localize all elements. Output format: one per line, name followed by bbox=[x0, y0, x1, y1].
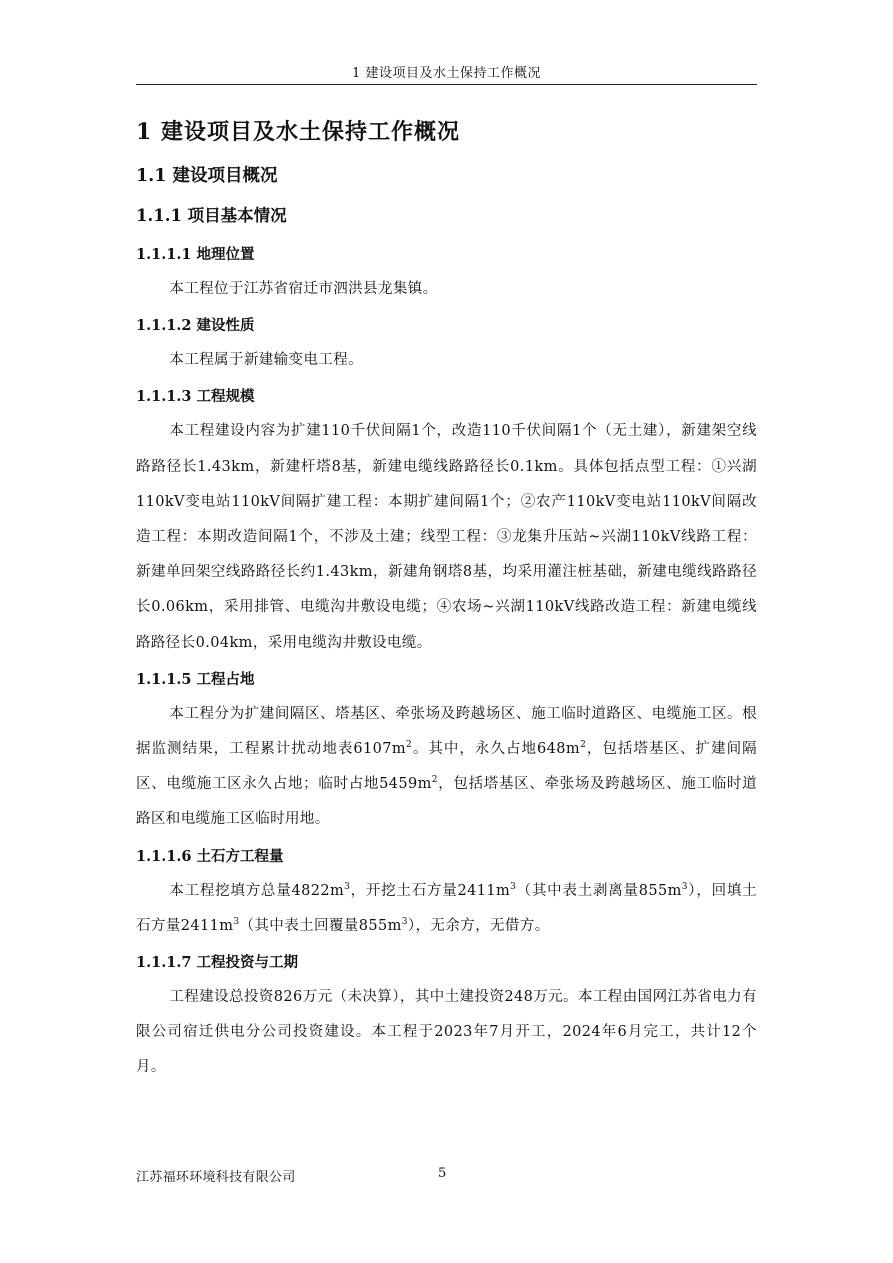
heading-location: 1.1.1.1 地理位置 bbox=[136, 246, 255, 263]
subsection-heading: 1.1.1 项目基本情况 bbox=[136, 206, 287, 225]
chapter-heading: 1 建设项目及水土保持工作概况 bbox=[136, 119, 460, 145]
page-number: 5 bbox=[438, 1166, 447, 1181]
heading-nature: 1.1.1.2 建设性质 bbox=[136, 317, 255, 335]
paragraph-earthwork: 本工程挖填方总量$4822m^3$，开挖土石方量$2411m^3$（其中表土剥离量$855m^3$），回填土石方量$2411m^3$（其中表土回覆量$855m^3$），无余方，无借方。 bbox=[136, 881, 758, 934]
paragraph-nature: 本工程属于新建输变电工程。 bbox=[169, 352, 364, 369]
footer-company: 江苏福环环境科技有限公司 bbox=[136, 1170, 296, 1185]
paragraph-scale: 本工程建设内容为扩建110千伏间隔1个，改造110千伏间隔1个（无土建），新建架空线路路径长1.43km，新建杆塔8基，新建电缆线路路径长0.1km。具体包括点型工程：①兴湖110kV变电站110kV间隔扩建工程：本期扩建间隔1个；②农产110kV变电站110kV间隔改造工程：本期改造间隔1个，不涉及土建；线型工程：③龙集升压站~兴湖110kV线路工程：新建单回架空线路路径长约1.43km，新建角钢塔8基，均采用灌注桩基础，新建电缆线路路径长0.06km，采用排管、电缆沟井敷设电缆；④农场~兴湖110kV线路改造工程：新建电缆线路路径长0.04km，采用电缆沟井敷设电缆。 bbox=[136, 423, 757, 651]
heading-scale: 1.1.1.3 工程规模 bbox=[136, 388, 255, 406]
paragraph-location: 本工程位于江苏省宿迁市泗洪县龙集镇。 bbox=[169, 281, 438, 297]
running-header: 1 建设项目及水土保持工作概况 bbox=[352, 66, 541, 81]
document-body bbox=[136, 112, 757, 1086]
paragraph-investment: 工程建设总投资826万元（未决算），其中土建投资248万元。本工程由国网江苏省电力有限公司宿迁供电分公司投资建设。本工程于2023年7月开工，2024年6月完工，共计12个月。 bbox=[136, 989, 757, 1076]
heading-land-use: 1.1.1.5 工程占地 bbox=[136, 670, 255, 688]
heading-earthwork: 1.1.1.6 土石方工程量 bbox=[136, 847, 284, 865]
paragraph-land-use: 本工程分为扩建间隔区、塔基区、牵张场及跨越场区、施工临时道路区、电缆施工区。根据监测结果，工程累计扰动地表$6107m^2$。其中，永久占地$648m^2$，包括塔基区、扩建间隔区、电缆施工区永久占地；临时占地$5459m^2$，包括塔基区、牵张场及跨越场区、施工临时道路区和电缆施工区临时用地。 bbox=[136, 705, 758, 828]
section-heading: 1.1 建设项目概况 bbox=[136, 166, 278, 186]
heading-investment: 1.1.1.7 工程投资与工期 bbox=[136, 954, 299, 972]
header-rule bbox=[136, 84, 757, 85]
